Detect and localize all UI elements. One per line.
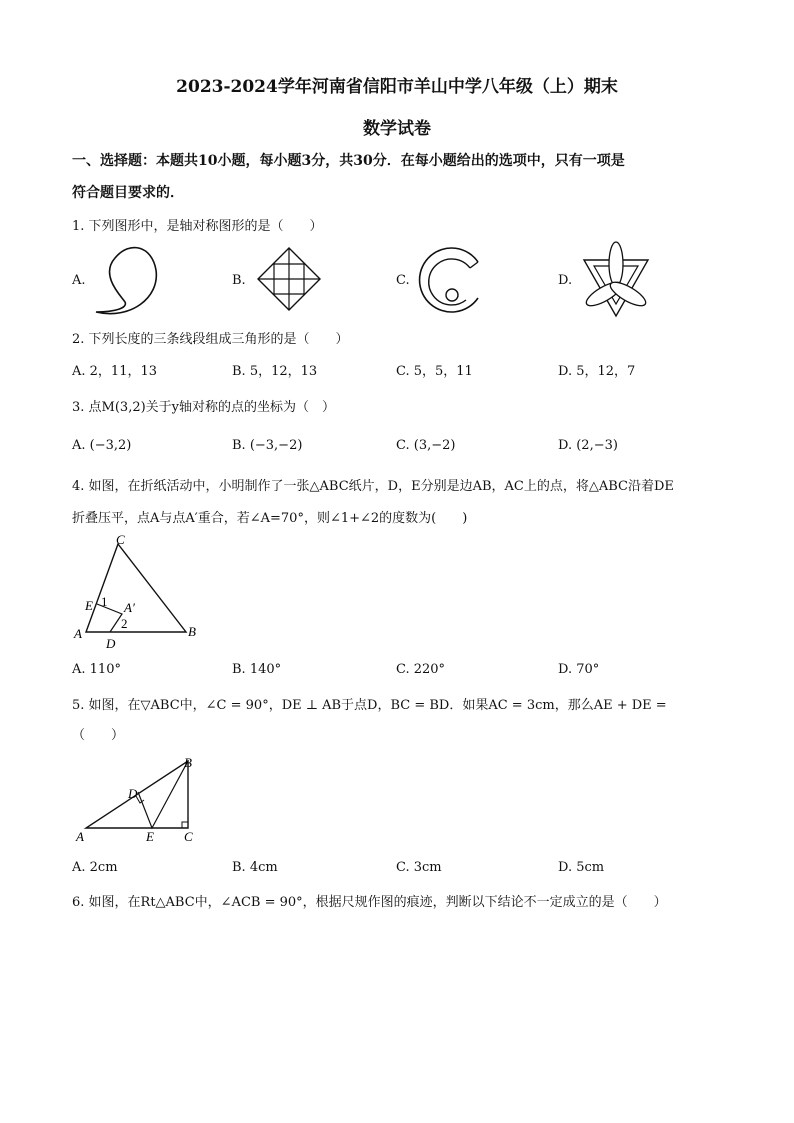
q1-option-c-label: C. (396, 273, 410, 288)
q5-label-d: D (128, 786, 138, 801)
q4-label-angle2: 2 (121, 616, 128, 631)
q3-option-a: A. (−3,2) (72, 438, 132, 453)
q4-option-d: D. 70° (558, 662, 600, 677)
q1-figure-c-ring-with-circle (416, 244, 488, 316)
q5-option-b: B. 4cm (232, 860, 278, 875)
q5-option-a: A. 2cm (72, 860, 118, 875)
q2-option-a: A. 2，11，13 (72, 364, 158, 379)
q1-figure-a-drop-shape (90, 240, 170, 320)
q5-label-c: C (184, 829, 193, 844)
q4-option-c: C. 220° (396, 662, 446, 677)
q5-right-triangle-figure (74, 755, 204, 850)
question-5-line2: （ ） (72, 728, 125, 743)
q2-option-b: B. 5，12，13 (232, 364, 318, 379)
q1-option-b-label: B. (232, 273, 246, 288)
q4-option-a: A. 110° (72, 662, 121, 677)
page-title: 2023-2024学年河南省信阳市羊山中学八年级（上）期末 (176, 77, 618, 97)
section-heading-line1: 一、选择题：本题共10小题，每小题3分，共30分．在每小题给出的选项中，只有一项是 (72, 153, 625, 169)
q1-figure-b-square-pinwheel (254, 245, 324, 315)
q5-option-c: C. 3cm (396, 860, 442, 875)
question-4-line2: 折叠压平，点A与点A′重合，若∠A=70°，则∠1+∠2的度数为( ) (72, 511, 468, 526)
q3-option-d: D. (2,−3) (558, 438, 618, 453)
q4-label-e: E (85, 598, 93, 613)
q5-label-b: B (184, 755, 192, 770)
question-5-line1: 5. 如图，在▽ABC中，∠C = 90°，DE ⊥ AB于点D，BC = BD．如果AC = 3cm，那么AE + DE = (72, 698, 667, 713)
question-3-stem: 3. 点M(3,2)关于y轴对称的点的坐标为（ ） (72, 400, 336, 415)
question-1-stem: 1. 下列图形中，是轴对称图形的是（ ） (72, 219, 323, 234)
q4-option-b: B. 140° (232, 662, 282, 677)
q4-label-angle1: 1 (101, 594, 108, 609)
question-2-stem: 2. 下列长度的三条线段组成三角形的是（ ） (72, 332, 349, 347)
q3-option-c: C. (3,−2) (396, 438, 456, 453)
page-subtitle: 数学试卷 (363, 119, 431, 139)
q1-option-d-label: D. (558, 273, 573, 288)
question-4-line1: 4. 如图，在折纸活动中，小明制作了一张△ABC纸片，D，E分别是边AB，AC上的点，将△ABC沿着DE (72, 479, 674, 494)
q4-label-b: B (188, 624, 196, 639)
q2-option-d: D. 5，12，7 (558, 364, 636, 379)
q5-label-a: A (76, 829, 84, 844)
q2-option-c: C. 5，5，11 (396, 364, 473, 379)
q4-label-a: A (74, 626, 82, 641)
q4-triangle-figure (70, 532, 210, 652)
q1-figure-d-triangle-petals (578, 238, 658, 318)
q4-label-c: C (116, 532, 125, 547)
q4-label-d: D (106, 636, 116, 651)
q5-option-d: D. 5cm (558, 860, 605, 875)
q5-label-e: E (146, 829, 154, 844)
q1-option-a-label: A. (72, 273, 86, 288)
q3-option-b: B. (−3,−2) (232, 438, 303, 453)
q4-label-a-prime: A′ (124, 600, 135, 615)
section-heading-line2: 符合题目要求的． (72, 185, 184, 201)
question-6-stem: 6. 如图，在Rt△ABC中，∠ACB = 90°，根据尺规作图的痕迹，判断以下结论不一定成立的是（ ） (72, 895, 667, 910)
